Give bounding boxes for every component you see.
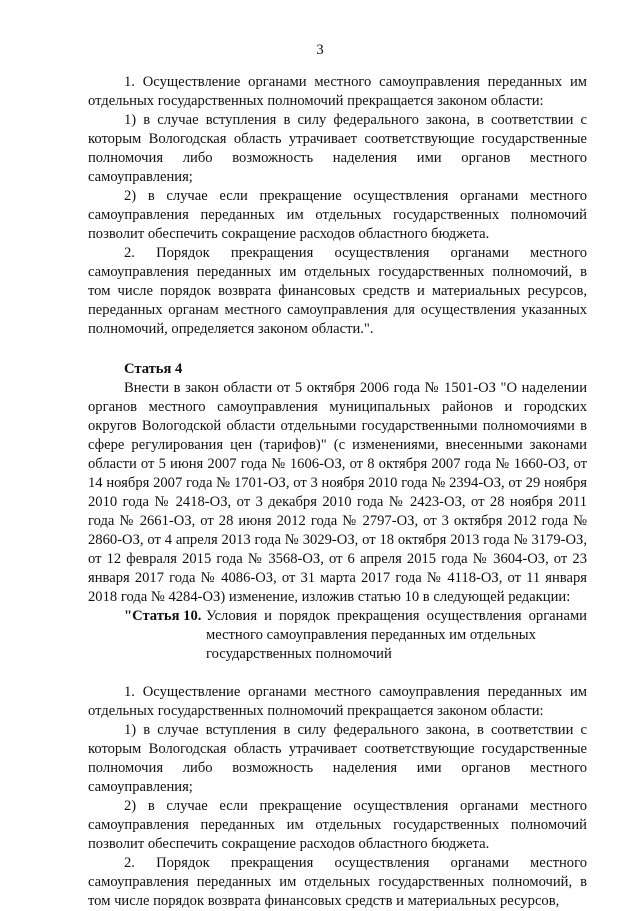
block2-paragraph-3: 2) в случае если прекращение осуществления органами местного самоуправления переданных им отдельных государственных полномочий позволит обеспечить сокращение расходов областного бюджета. xyxy=(88,798,587,852)
page-number: 3 xyxy=(316,42,324,58)
block2-paragraph-1: 1. Осуществление органами местного самоуправления переданных им отдельных государственных полномочий прекращается законом области: xyxy=(88,684,587,719)
block1-paragraph-1: 1. Осуществление органами местного самоуправления переданных им отдельных государственных полномочий прекращается законом области: xyxy=(88,74,587,109)
block1-paragraph-3: 2) в случае если прекращение осуществления органами местного самоуправления переданных им отдельных государственных полномочий позволит обеспечить сокращение расходов областного бюджета. xyxy=(88,188,587,242)
block1-paragraph-2: 1) в случае вступления в силу федерального закона, в соответствии с которым Вологодская область утрачивает соответствующие государственные полномочия либо возможность наделения ими органов местного самоуправления; xyxy=(88,112,587,185)
article-10-label: "Статья 10. xyxy=(124,608,202,624)
block2-paragraph-2: 1) в случае вступления в силу федерального закона, в соответствии с которым Вологодская область утрачивает соответствующие государственные полномочия либо возможность наделения ими органов местного самоуправления; xyxy=(88,722,587,795)
article-10-heading xyxy=(124,607,587,664)
block2-paragraph-4: 2. Порядок прекращения осуществления органами местного самоуправления переданных им отдельных государственных полномочий, в том числе порядок возврата финансовых средств и материальных ресурсов, xyxy=(88,855,587,909)
article-4-heading: Статья 4 xyxy=(124,361,183,377)
document-body xyxy=(88,73,587,911)
block1-paragraph-4: 2. Порядок прекращения осуществления органами местного самоуправления переданных им отдельных государственных полномочий, в том числе порядок возврата финансовых средств и материальных ресурсов, переданных органам местного самоуправления для осуществления указанных полномочий, определяется законом области.". xyxy=(88,245,587,337)
article-10-title xyxy=(206,607,587,664)
article-4-text: Внести в закон области от 5 октября 2006 года № 1501-ОЗ "О наделении органов местного самоуправления муниципальных районов и городских округов Вологодской области отдельными государственными полномочиями в сфере регулирования цен (тарифов)" (с изменениями, внесенными законами области от 5 июня 2007 года № 1606-ОЗ, от 8 октября 2007 года № 1660-ОЗ, от 14 ноября 2007 года № 1701-ОЗ, от 3 ноября 2010 года № 2394-ОЗ, от 29 ноября 2010 года № 2418-ОЗ, от 3 декабря 2010 года № 2423-ОЗ, от 28 ноября 2011 года № 2661-ОЗ, от 28 июня 2012 года № 2797-ОЗ, от 3 октября 2012 года № 2860-ОЗ, от 4 апреля 2013 года № 3029-ОЗ, от 18 октября 2013 года № 3179-ОЗ, от 12 февраля 2015 года № 3568-ОЗ, от 6 апреля 2015 года № 3604-ОЗ, от 23 января 2017 года № 4086-ОЗ, от 31 марта 2017 года № 4118-ОЗ, от 11 января 2018 года № 4284-ОЗ) изменение, изложив статью 10 в следующей редакции: xyxy=(88,380,587,605)
article-10-title-last: государственных полномочий xyxy=(206,646,392,662)
article-10-title-main: Условия и порядок прекращения осуществления органами местного самоуправления переданных им отдельных xyxy=(206,608,587,643)
